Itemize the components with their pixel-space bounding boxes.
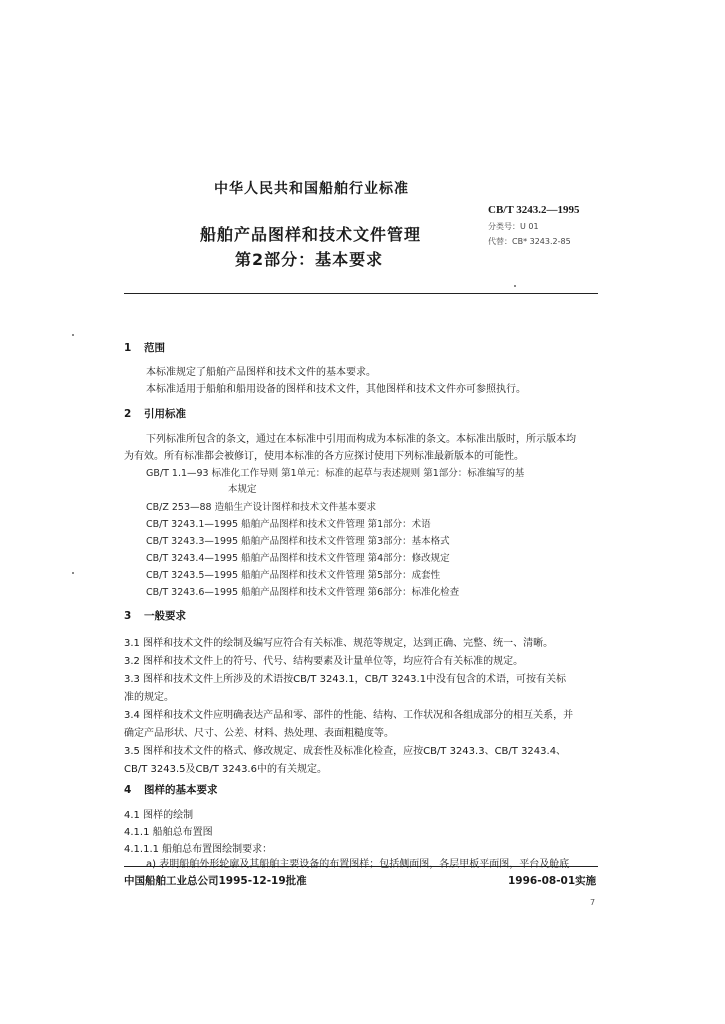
page-number: 7: [590, 898, 596, 907]
section-number: 3: [124, 610, 132, 622]
clause-item: 3.3 图样和技术文件上所涉及的术语按CB/T 3243.1，CB/T 3243.1中没有包含的术语，可按有关标: [124, 674, 567, 685]
section-4-heading: [124, 782, 218, 797]
document-title: 船舶产品图样和技术文件管理: [200, 225, 422, 244]
paragraph: 本标准适用于船舶和船用设备的图样和技术文件，其他图样和技术文件亦可参照执行。: [146, 384, 526, 395]
industry-standard-header: 中华人民共和国船舶行业标准: [214, 181, 409, 197]
paragraph: 下列标准所包含的条文，通过在本标准中引用而构成为本标准的条文。本标准出版时，所示版本均: [146, 434, 576, 445]
clause-item: 4.1.1.1 船舶总布置图绘制要求：: [124, 844, 273, 855]
replaces-standard: 代替：CB* 3243.2-85: [488, 237, 571, 246]
scan-speck: [72, 572, 74, 574]
approval-date: 中国船舶工业总公司1995-12-19批准: [124, 875, 307, 887]
section-2-heading: [124, 406, 186, 421]
clause-item: a) 表明船舶外形轮廓及其船舶主要设备的布置图样；包括侧面图，各层甲板平面图，平台及舱底: [146, 859, 570, 870]
document-subtitle: 第2部分：基本要求: [235, 250, 384, 269]
clause-item: 3.4 图样和技术文件应明确表达产品和零、部件的性能、结构、工作状况和各组成部分的相互关系，并: [124, 710, 574, 721]
paragraph: 为有效。所有标准都会被修订，使用本标准的各方应探讨使用下列标准最新版本的可能性。: [124, 451, 524, 462]
clause-item: 3.5 图样和技术文件的格式、修改规定、成套性及标准化检查，应按CB/T 3243.3、CB/T 3243.4、: [124, 746, 567, 757]
section-title: 引用标准: [144, 408, 186, 420]
clause-item: 准的规定。: [124, 692, 174, 703]
reference-item: 本规定: [228, 484, 257, 495]
section-3-heading: [124, 608, 186, 623]
section-number: 2: [124, 408, 132, 420]
clause-item: 确定产品形状、尺寸、公差、材料、热处理、表面粗糙度等。: [124, 728, 394, 739]
reference-item: CB/T 3243.3—1995 船舶产品图样和技术文件管理 第3部分：基本格式: [146, 536, 450, 547]
clause-item: 3.1 图样和技术文件的绘制及编写应符合有关标准、规范等规定，达到正确、完整、统一、清晰。: [124, 638, 554, 649]
reference-item: CB/T 3243.1—1995 船舶产品图样和技术文件管理 第1部分：术语: [146, 519, 431, 530]
reference-item: CB/T 3243.5—1995 船舶产品图样和技术文件管理 第5部分：成套性: [146, 570, 441, 581]
section-1-heading: [124, 340, 165, 355]
header-divider: [124, 293, 598, 294]
reference-item: CB/T 3243.6—1995 船舶产品图样和技术文件管理 第6部分：标准化检查: [146, 587, 460, 598]
clause-item: CB/T 3243.5及CB/T 3243.6中的有关规定。: [124, 764, 327, 775]
clause-item: 3.2 图样和技术文件上的符号、代号、结构要素及计量单位等，均应符合有关标准的规定。: [124, 656, 524, 667]
section-number: 4: [124, 784, 132, 796]
reference-item: CB/Z 253—88 造船生产设计图样和技术文件基本要求: [146, 502, 377, 513]
footer-divider: [124, 866, 598, 867]
section-title: 图样的基本要求: [144, 784, 218, 796]
reference-item: GB/T 1.1—93 标准化工作导则 第1单元：标准的起草与表述规则 第1部分：标准编写的基: [146, 468, 525, 479]
classification-number: 分类号：U 01: [488, 222, 539, 231]
scan-speck: [72, 334, 74, 336]
paragraph: 本标准规定了船舶产品图样和技术文件的基本要求。: [146, 367, 376, 378]
section-title: 一般要求: [144, 610, 186, 622]
clause-item: 4.1.1 船舶总布置图: [124, 827, 213, 838]
clause-item: 4.1 图样的绘制: [124, 810, 194, 821]
section-number: 1: [124, 342, 132, 354]
implementation-date: 1996-08-01实施: [508, 875, 597, 887]
scan-speck: [514, 285, 516, 287]
section-title: 范围: [144, 342, 165, 354]
reference-item: CB/T 3243.4—1995 船舶产品图样和技术文件管理 第4部分：修改规定: [146, 553, 450, 564]
standard-code: CB/T 3243.2—1995: [488, 204, 580, 216]
